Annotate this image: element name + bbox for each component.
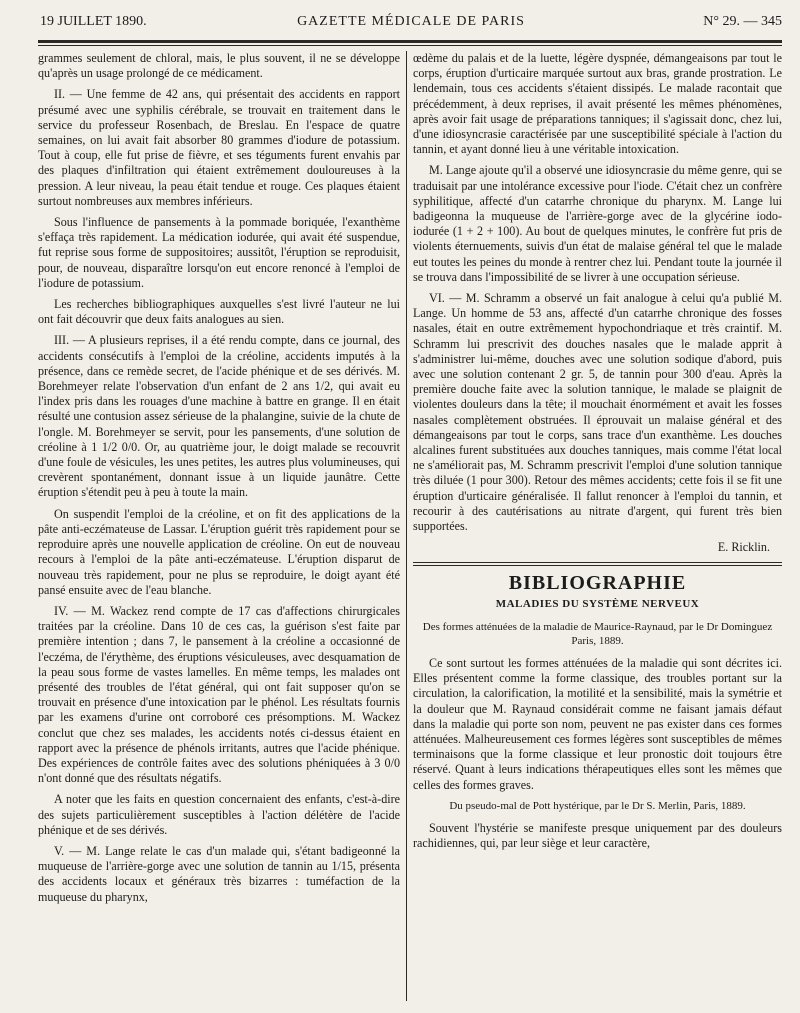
section-divider (413, 562, 782, 566)
section-subtitle: MALADIES DU SYSTÈME NERVEUX (495, 597, 700, 610)
paragraph: II. — Une femme de 42 ans, qui présentait des accidents en rapport présumé avec une syphilis cérébrale, se trouvait en traitement dans le service du professeur Rosenbach, de Breslau. En l'espace de quatre semaines, on lui avait fait absorber 80 grammes d'iodure de potassium. Tout à coup, elle fut prise de fièvre, et ses téguments furent envahis par des plaques d'infiltration qui étaient extrêmement douloureuses à la pression. A leur niveau, la peau était tendue et rouge. Ces plaques étaient surtout nombreuses aux membres inférieurs. (38, 87, 400, 208)
page-header (40, 8, 782, 36)
right-column (413, 51, 782, 1001)
paragraph: III. — A plusieurs reprises, il a été rendu compte, dans ce journal, des accidents consécutifs à l'emploi de la créoline, accidents imputés à la présence, dans ce remède secret, de l'acide phénique et de ses dérivés. M. Borehmeyer relate l'observation d'un enfant de 2 ans 1/2, qui avait eu l'index pris dans les rouages d'une machine à battre en grange. Il en était résulté une contusion assez sérieuse de la phalangine, suivie de la chute de l'ongle. M. Borehmeyer se servit, pour les pansements, d'une solution de créoline à 1 1/2 0/0. Or, au quatrième jour, le doigt malade se recouvrit d'une foule de vésicules, les unes petites, les autres plus volumineuses, qui crevèrent spontanément, donnant issue à un liquide jaunâtre. Cette éruption s'étendit peu à peu à toute la main. (38, 333, 400, 500)
book-reference: Du pseudo-mal de Pott hystérique, par le Dr S. Merlin, Paris, 1889. (449, 799, 746, 812)
header-rule-thick (38, 40, 782, 43)
paragraph: Les recherches bibliographiques auxquelles s'est livré l'auteur ne lui ont fait découvrir que deux faits analogues au sien. (38, 297, 400, 327)
column-divider (406, 51, 407, 1001)
paragraph: Souvent l'hystérie se manifeste presque uniquement par des douleurs rachidiennes, qui, par leur siège et leur caractère, (413, 820, 782, 850)
left-column (38, 51, 400, 1001)
book-reference: Des formes atténuées de la maladie de Maurice-Raynaud, par le Dr Dominguez Paris, 1889. (422, 620, 773, 647)
header-rule-thin (38, 45, 782, 46)
issue-date: 19 JUILLET 1890. (40, 14, 147, 29)
paragraph: V. — M. Lange relate le cas d'un malade qui, s'étant badigeonné la muqueuse de l'arrière-gorge avec une solution de tannin au 1/15, présenta des accidents locaux et généraux très bizarres : tuméfaction de la muqueuse du pharynx, (38, 843, 400, 904)
journal-title: GAZETTE MÉDICALE DE PARIS (297, 14, 525, 29)
section-title: BIBLIOGRAPHIE (508, 571, 687, 594)
paragraph: Ce sont surtout les formes atténuées de la maladie qui sont décrites ici. Elles présentent comme la forme classique, des troubles portant sur la circulation, la calorification, la motilité et la sensibilité, mais la symétrie et la douleur que M. Raynaud considérait comme ne faisant jamais défaut dans la maladie qui porte son nom, peuvent ne pas exister dans ces formes atténuées. Malheureusement ces formes légères sont susceptibles de mêmes terminaisons que la forme classique et leur pronostic doit toujours être réservé. Quant à leurs indications thérapeutiques elles sont les mêmes que celles des formes graves. (413, 655, 782, 792)
paragraph: Sous l'influence de pansements à la pommade boriquée, l'exanthème s'effaça très rapidement. La médication iodurée, qui avait été suspendue, fut reprise sous forme de suppositoires; aussitôt, l'éruption se reproduisit, pour, de nouveau, disparaître lorsqu'on eut encore renoncé à l'emploi de l'iodure de potassium. (38, 215, 400, 290)
paragraph: On suspendit l'emploi de la créoline, et on fit des applications de la pâte anti-eczémateuse de Lassar. L'éruption guérit très rapidement pour se reproduire après une nouvelle application de créoline. On eut de nouveau recours à l'emploi de la pâte anti-eczémateuse. L'éruption disparut de nouveau très rapidement, pour ne plus se reproduire, le doigt ayant été pansé ensuite avec de l'eau blanche. (38, 506, 400, 597)
paragraph: IV. — M. Wackez rend compte de 17 cas d'affections chirurgicales traitées par la créoline. Dans 10 de ces cas, la guérison s'est faite par première intention ; dans 7, le pansement à la créoline a occasionné de l'eczéma, de l'érythème, des éruptions vésiculeuses, avec desquamation de la peau sous forme de vastes lamelles. En même temps, les malades ont présenté des troubles de l'état général, qui ont fait supposer qu'on se trouvait en présence d'une intoxication par le phénol. Les résultats fournis par les examens d'urine ont corroboré ces présomptions. M. Wackez conclut que chez ses malades, les accidents notés ci-dessus étaient en rapport avec la présence de phénols irritants, autres que l'acide phénique. Des expériences de contrôle faites avec des solutions phéniquées à 3 0/0 n'ont donné que des résultats négatifs. (38, 603, 400, 786)
paragraph: œdème du palais et de la luette, légère dyspnée, démangeaisons par tout le corps, éruption d'urticaire marquée surtout aux bras, grande prostration. Le lendemain, tous ces accidents s'étaient dissipés. Le malade racontait que précédemment, à deux reprises, il avait présenté les mêmes phénomènes, après avoir fait usage de préparations tanniques; il s'agissait donc, chez lui, d'une idiosyncrasie caractérisée par une susceptibilité spéciale à l'action du tannin, et ayant donné lieu à une véritable intoxication. (413, 51, 782, 157)
page-number: N° 29. — 345 (703, 14, 782, 29)
paragraph: M. Lange ajoute qu'il a observé une idiosyncrasie du même genre, qui se traduisait par une intolérance excessive pour l'iode. C'était chez un confrère syphilitique, affecté d'un catarrhe chronique du pharynx. M. Lange lui badigeonna la muqueuse de l'arrière-gorge avec de la glycérine iodo-iodurée (1 + 2 + 100). Au bout de quelques minutes, le confrère fut pris de violents éternuements, suivis d'un état de malaise général tel que le malade eut toutes les peines du monde à rentrer chez lui. Pendant toute la journée il se trouva dans l'impossibilité de se livrer à une occupation sérieuse. (413, 163, 782, 284)
paragraph: VI. — M. Schramm a observé un fait analogue à celui qu'a publié M. Lange. Un homme de 53 ans, affecté d'un catarrhe chronique des fosses nasales, était en outre extrêmement hypochondriaque et très craintif. M. Schramm lui prescrivit des douches nasales que le malade apprit à s'administrer lui-même, douches avec une solution sodique d'abord, puis avec une solution contenant 2 gr. 5, de tannin pour 300 d'eau. Après la première douche faite avec la solution tannique, le malade se plaignit de violentes douleurs dans la tête; il mouchait énormément et avait les fosses nasales complètement obstruées. Il éprouvait un malaise général et des démangeaisons par tout le corps, sans trace d'un exanthème. Les douches alcalines furent substituées aux douches tanniques, mais comme l'état local ne s'améliorait pas, M. Schramm prescrivit l'emploi d'une solution tannique très diluée (1 pour 300). Retour des mêmes accidents; cette fois il se fit une éruption d'urticaire généralisée. Il fallut renoncer à l'emploi du tannin, et recourir à des cautérisations au nitrate d'argent, qui furent très bien supportées. (413, 291, 782, 534)
paragraph: grammes seulement de chloral, mais, le plus souvent, il ne se développe qu'après un usage prolongé de ce médicament. (38, 51, 400, 81)
author-signature: E. Ricklin. (717, 540, 770, 555)
paragraph: A noter que les faits en question concernaient des enfants, c'est-à-dire des sujets particulièrement susceptibles à l'action délétère de l'acide phénique et de ses dérivés. (38, 792, 400, 837)
